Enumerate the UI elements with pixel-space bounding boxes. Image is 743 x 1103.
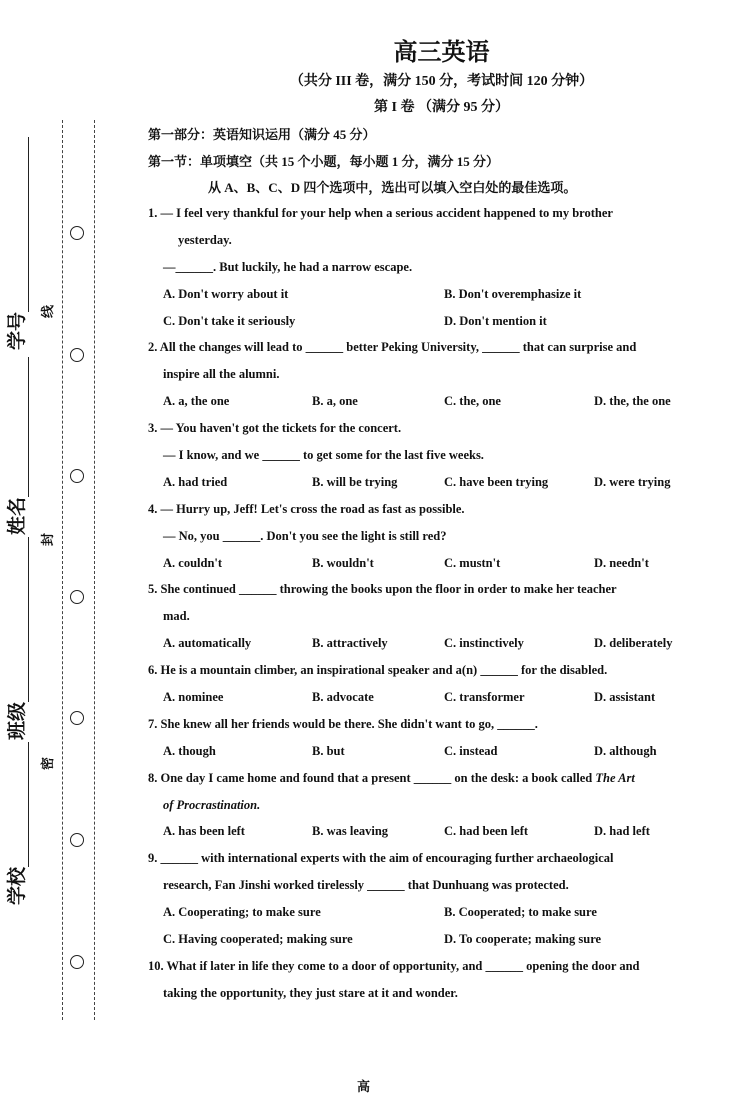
options-row: [0, 818, 743, 845]
stem-italic-title: of Procrastination.: [163, 797, 261, 812]
option-C[interactable]: C. instinctively: [444, 636, 524, 651]
option-A[interactable]: A. though: [163, 743, 216, 758]
stem-text: yesterday.: [178, 232, 232, 247]
question-7: [0, 711, 743, 765]
stem-text: —______. But luckily, he had a narrow escape.: [163, 259, 413, 274]
option-A[interactable]: A. Cooperating; to make sure: [163, 905, 321, 920]
option-C[interactable]: C. Don't take it seriously: [163, 313, 296, 328]
option-D[interactable]: D. Don't mention it: [444, 313, 547, 328]
question-stem-line: [0, 765, 743, 792]
option-C[interactable]: C. the, one: [444, 394, 501, 409]
option-D[interactable]: D. needn't: [594, 555, 649, 570]
options-row: [0, 684, 743, 711]
question-stem-line: [0, 523, 743, 550]
stem-text: 2. All the changes will lead to ______ better Peking University, ______ that can surprise and: [148, 340, 637, 355]
option-D[interactable]: D. were trying: [594, 474, 671, 489]
name-field[interactable]: 姓名: [2, 357, 29, 535]
stem-text: 10. What if later in life they come to a door of opportunity, and ______ opening the door and: [148, 958, 640, 973]
stem-italic-title: The Art: [595, 770, 635, 785]
instruction-text: 从 A、B、C、D 四个选项中，选出可以填入空白处的最佳选项。: [208, 180, 577, 195]
option-A[interactable]: A. Don't worry about it: [163, 286, 289, 301]
option-C[interactable]: C. have been trying: [444, 474, 549, 489]
stem-text: 8. One day I came home and found that a present ______ on the desk: a book called: [148, 770, 596, 785]
question-stem-line: [0, 442, 743, 469]
option-B[interactable]: B. a, one: [312, 394, 358, 409]
option-A[interactable]: A. automatically: [163, 636, 252, 651]
class-field[interactable]: 班级: [2, 537, 29, 740]
question-8: [0, 765, 743, 846]
question-stem-line: [0, 657, 743, 684]
option-C[interactable]: C. transformer: [444, 690, 525, 705]
question-list: [0, 200, 743, 1007]
option-C[interactable]: C. had been left: [444, 824, 529, 839]
option-D[interactable]: D. had left: [594, 824, 650, 839]
question-stem-line: [0, 872, 743, 899]
stem-text: 5. She continued ______ throwing the books upon the floor in order to make her teacher: [148, 582, 617, 597]
question-stem-line: [0, 496, 743, 523]
option-B[interactable]: B. but: [312, 743, 345, 758]
options-row: [0, 281, 743, 308]
option-B[interactable]: B. will be trying: [312, 474, 398, 489]
stem-text: taking the opportunity, they just stare at it and wonder.: [163, 985, 458, 1000]
seal-char-seal: 封: [40, 532, 56, 547]
question-9: [0, 845, 743, 953]
student-id-field[interactable]: 学号: [2, 137, 29, 350]
exam-title: 高三英语: [393, 40, 490, 66]
question-5: [0, 576, 743, 657]
stem-text: 1. — I feel very thankful for your help when a serious accident happened to my brother: [148, 206, 613, 220]
question-stem-line: [0, 227, 743, 254]
question-1: [0, 200, 743, 334]
option-D[interactable]: D. To cooperate; making sure: [444, 932, 602, 947]
options-row: [0, 899, 743, 926]
option-A[interactable]: A. couldn't: [163, 555, 223, 570]
question-stem-line: [0, 845, 743, 872]
option-B[interactable]: B. wouldn't: [312, 555, 374, 570]
question-stem-line: [0, 254, 743, 281]
option-B[interactable]: B. Don't overemphasize it: [444, 286, 582, 301]
volume-heading: 第 I 卷 （满分 95 分）: [374, 100, 509, 115]
stem-text: — I know, and we ______ to get some for the last five weeks.: [163, 448, 484, 463]
question-stem-line: [0, 576, 743, 603]
question-stem-line: [0, 361, 743, 388]
option-C[interactable]: C. mustn't: [444, 555, 501, 570]
options-row: [0, 738, 743, 765]
options-row: [0, 926, 743, 953]
option-C[interactable]: C. Having cooperated; making sure: [163, 932, 353, 947]
options-row: [0, 469, 743, 496]
stem-text: 3. — You haven't got the tickets for the concert.: [148, 421, 402, 436]
options-row: [0, 388, 743, 415]
option-D[interactable]: D. the, the one: [594, 394, 671, 409]
stem-text: 4. — Hurry up, Jeff! Let's cross the road as fast as possible.: [148, 501, 465, 516]
question-stem-line: [0, 711, 743, 738]
stem-text: 6. He is a mountain climber, an inspirational speaker and a(n) ______ for the disabled.: [148, 663, 608, 678]
option-D[interactable]: D. although: [594, 743, 657, 758]
option-A[interactable]: A. has been left: [163, 824, 245, 839]
section-heading: 第一节：单项填空（共 15 个小题，每小题 1 分，满分 15 分）: [148, 154, 500, 169]
question-10: [0, 953, 743, 1007]
option-A[interactable]: A. a, the one: [163, 394, 230, 409]
seal-char-line: 线: [40, 304, 56, 319]
option-B[interactable]: B. advocate: [312, 690, 374, 705]
exam-subtitle: （共分 III 卷，满分 150 分，考试时间 120 分钟）: [289, 74, 594, 89]
part-heading: 第一部分：英语知识运用（满分 45 分）: [148, 127, 376, 142]
question-6: [0, 657, 743, 711]
page-footer: 高: [357, 1079, 371, 1094]
option-A[interactable]: A. had tried: [163, 474, 228, 489]
stem-text: inspire all the alumni.: [163, 367, 280, 382]
options-row: [0, 308, 743, 335]
question-stem-line: [0, 415, 743, 442]
school-field[interactable]: 学校: [2, 742, 29, 905]
question-stem-line: [0, 792, 743, 819]
options-row: [0, 550, 743, 577]
option-B[interactable]: B. was leaving: [312, 824, 389, 839]
question-stem-line: [0, 603, 743, 630]
option-B[interactable]: B. Cooperated; to make sure: [444, 905, 597, 920]
option-C[interactable]: C. instead: [444, 743, 498, 758]
question-stem-line: [0, 980, 743, 1007]
option-D[interactable]: D. assistant: [594, 690, 656, 705]
option-A[interactable]: A. nominee: [163, 690, 224, 705]
question-stem-line: [0, 334, 743, 361]
question-3: [0, 415, 743, 496]
question-stem-line: [0, 200, 743, 227]
stem-text: mad.: [163, 609, 190, 624]
stem-text: research, Fan Jinshi worked tirelessly ______ that Dunhuang was protected.: [163, 878, 569, 893]
stem-text: 9. ______ with international experts with the aim of encouraging further archaeological: [148, 851, 614, 866]
question-2: [0, 334, 743, 415]
stem-text: 7. She knew all her friends would be there. She didn't want to go, ______.: [148, 716, 538, 731]
question-4: [0, 496, 743, 577]
question-stem-line: [0, 953, 743, 980]
options-row: [0, 630, 743, 657]
stem-text: — No, you ______. Don't you see the light is still red?: [163, 528, 447, 543]
option-B[interactable]: B. attractively: [312, 636, 388, 651]
seal-char-secret: 密: [40, 756, 56, 771]
option-D[interactable]: D. deliberately: [594, 636, 673, 651]
